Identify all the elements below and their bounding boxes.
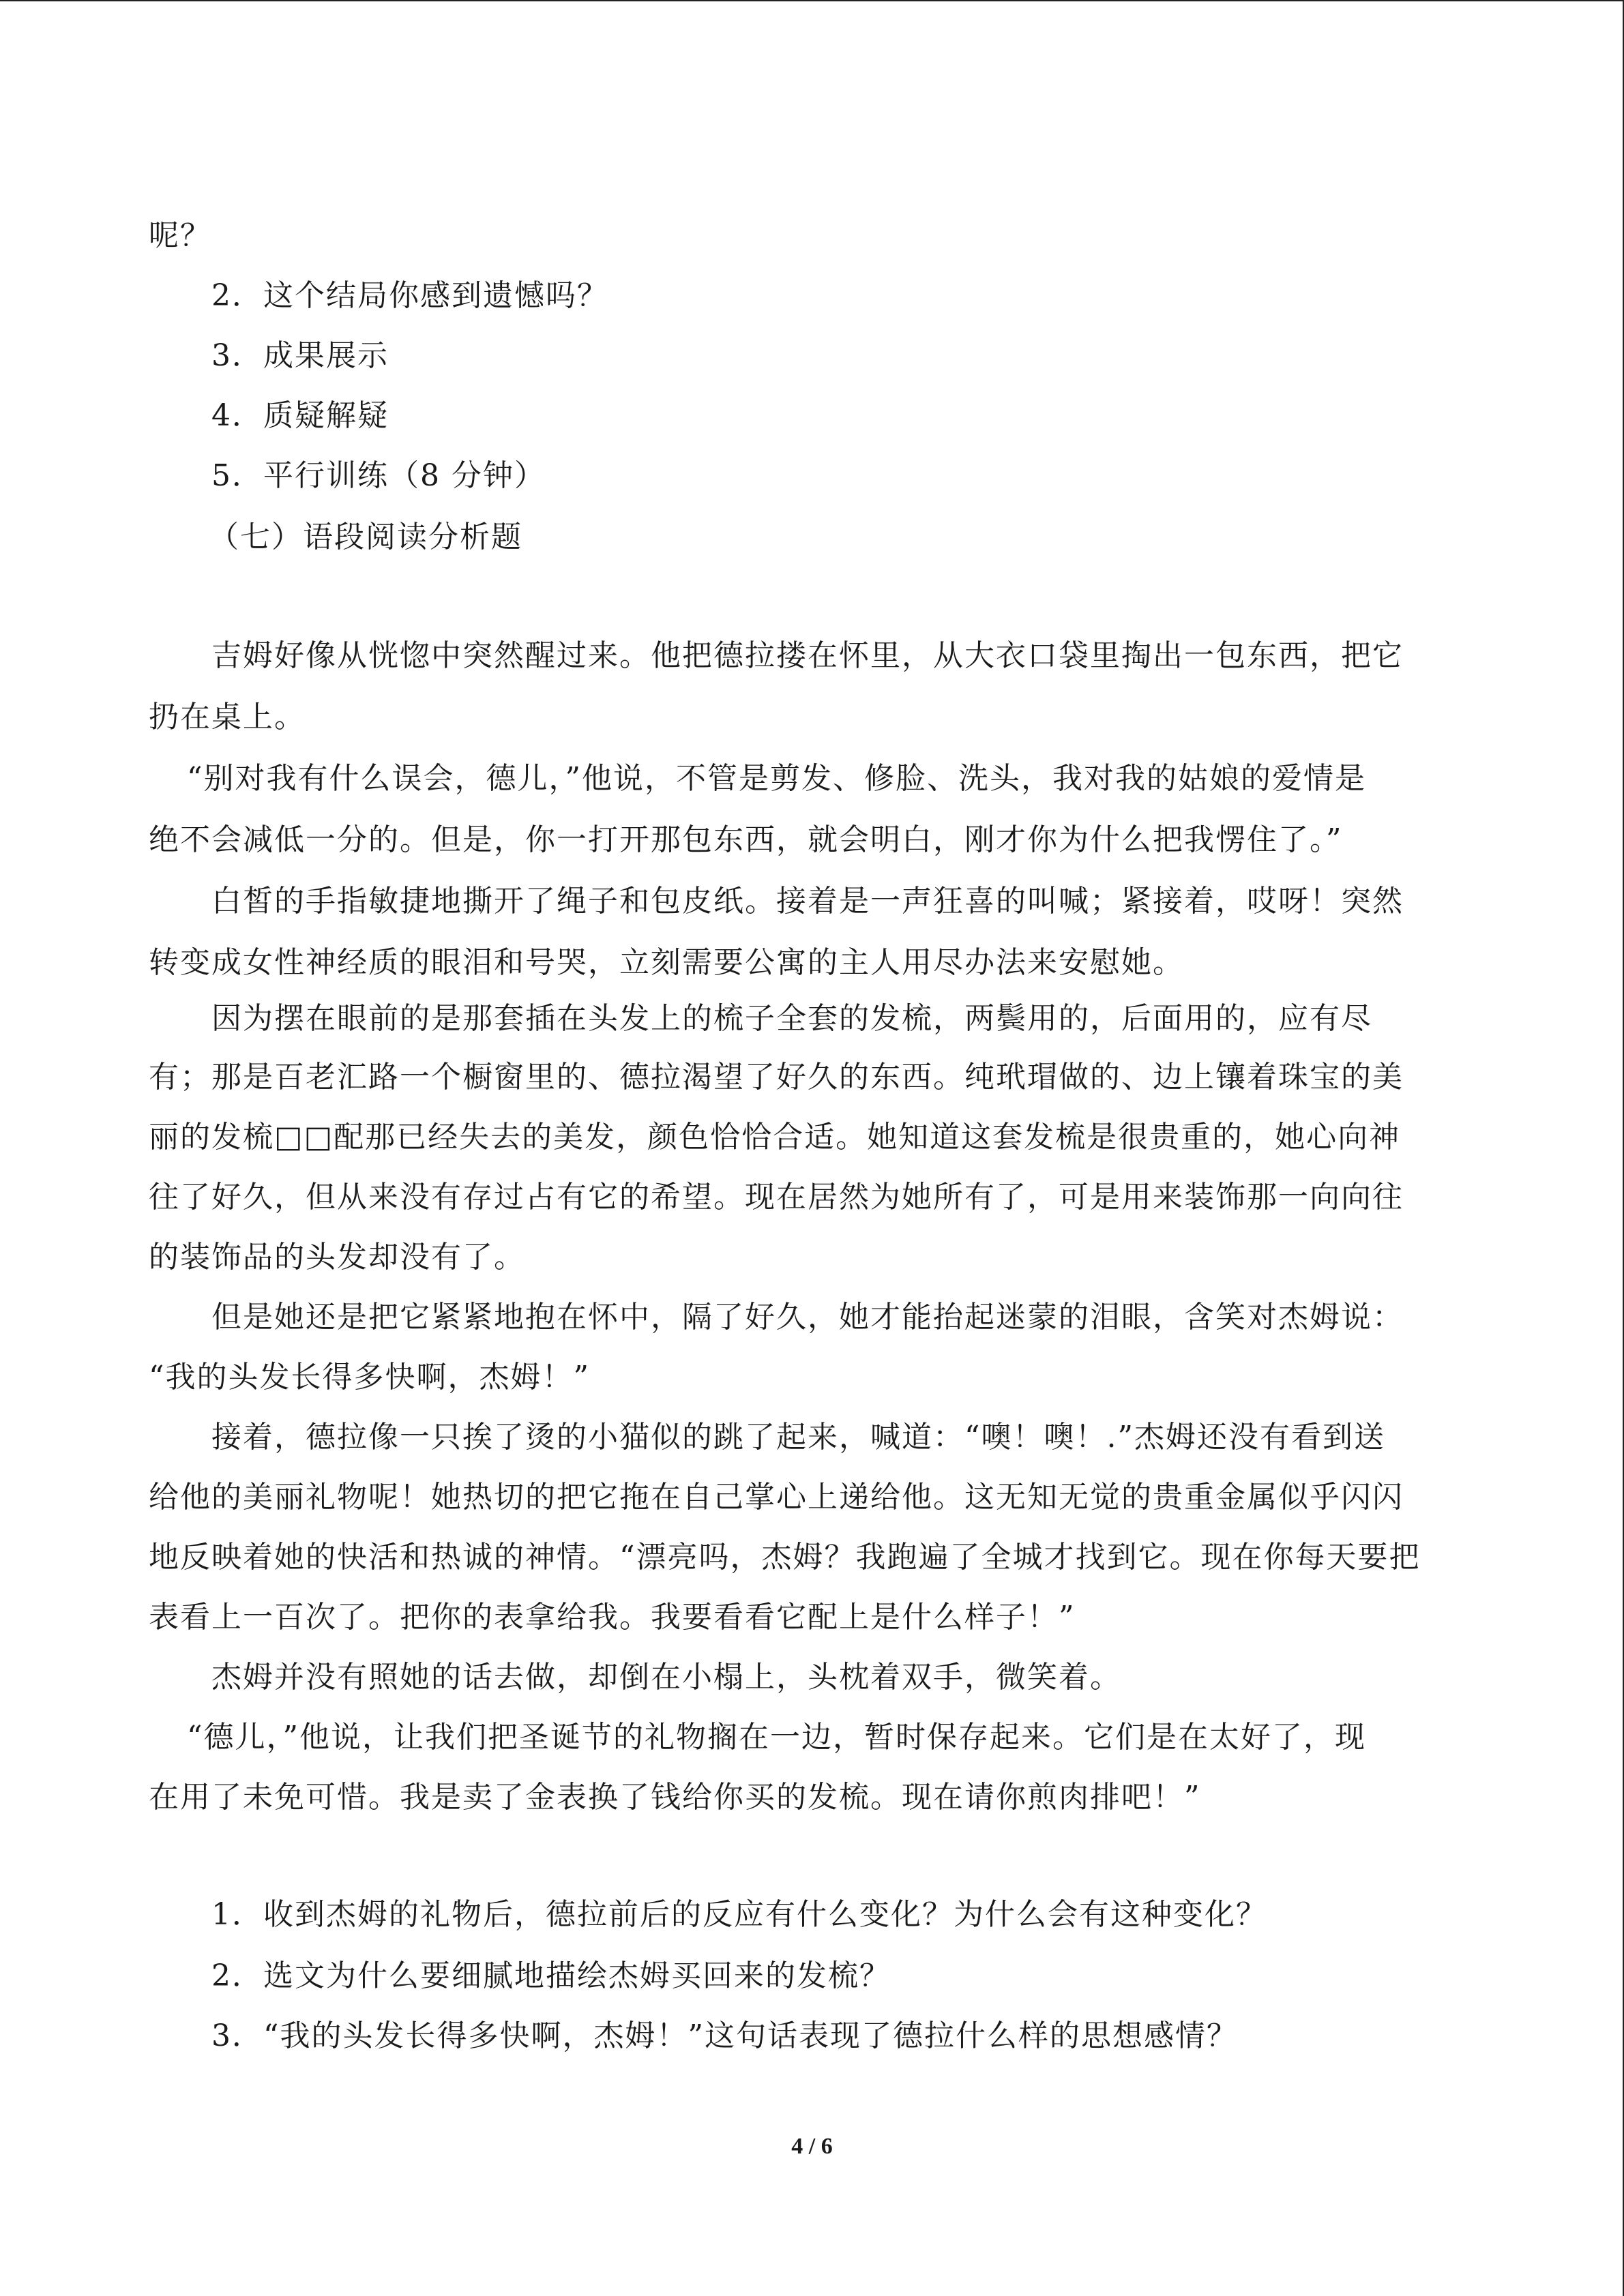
paragraph-line: 扔在桌上。: [149, 700, 306, 734]
paragraph-line: 转变成女性神经质的眼泪和号哭，立刻需要公寓的主人用尽办法来安慰她。: [149, 945, 1184, 980]
paragraph-line: “我的头发长得多快啊，杰姆！”: [149, 1360, 590, 1395]
paragraph-line: 表看上一百次了。把你的表拿给我。我要看看它配上是什么样子！”: [149, 1600, 1076, 1635]
paragraph-line: 白皙的手指敏捷地撕开了绳子和包皮纸。接着是一声狂喜的叫喊；紧接着，哎呀！突然: [211, 884, 1404, 919]
section-heading: （七）语段阅读分析题: [209, 520, 522, 554]
paragraph-line: 丽的发梳□□配那已经失去的美发，颜色恰恰合适。她知道这套发梳是很贵重的，她心向神: [149, 1120, 1401, 1154]
paragraph-line: 但是她还是把它紧紧地抱在怀中，隔了好久，她才能抬起迷蒙的泪眼，含笑对杰姆说：: [211, 1300, 1404, 1335]
paragraph-line: 在用了未免可惜。我是卖了金表换了钱给你买的发梳。现在请你煎肉排吧！”: [149, 1780, 1201, 1815]
text-line: 呢？: [149, 218, 211, 253]
text-line: 5．平行训练（8 分钟）: [211, 458, 546, 493]
paragraph-line: 绝不会减低一分的。但是，你一打开那包东西，就会明白，刚才你为什么把我愣住了。”: [149, 822, 1343, 857]
paragraph-line: 有；那是百老汇路一个橱窗里的、德拉渴望了好久的东西。纯玳瑁做的、边上镶着珠宝的美: [149, 1060, 1404, 1094]
paragraph-line: 吉姆好像从恍惚中突然醒过来。他把德拉搂在怀里，从大衣口袋里掏出一包东西，把它: [211, 638, 1404, 673]
question-item: 2．选文为什么要细腻地描绘杰姆买回来的发梳？: [211, 1958, 891, 1993]
paragraph-line: 给他的美丽礼物呢！她热切的把它拖在自己掌心上递给他。这无知无觉的贵重金属似乎闪闪: [149, 1480, 1404, 1515]
text-line: 3．成果展示: [211, 338, 389, 373]
text-line: 2．这个结局你感到遗憾吗？: [211, 278, 608, 313]
paragraph-line: 地反映着她的快活和热诚的神情。“漂亮吗，杰姆？我跑遍了全城才找到它。现在你每天要把: [149, 1540, 1421, 1575]
paragraph-line: 杰姆并没有照她的话去做，却倒在小榻上，头枕着双手，微笑着。: [211, 1660, 1121, 1695]
paragraph-line: “别对我有什么误会，德儿，”他说，不管是剪发、修脸、洗头，我对我的姑娘的爱情是: [187, 761, 1366, 796]
question-item: 1．收到杰姆的礼物后，德拉前后的反应有什么变化？为什么会有这种变化？: [211, 1897, 1267, 1932]
question-item: 3．“我的头发长得多快啊，杰姆！”这句话表现了德拉什么样的思想感情？: [211, 2018, 1238, 2053]
paragraph-line: 的装饰品的头发却没有了。: [149, 1240, 525, 1274]
paragraph-line: 因为摆在眼前的是那套插在头发上的梳子全套的发梳，两鬓用的，后面用的，应有尽: [211, 1001, 1372, 1036]
paragraph-line: 接着，德拉像一只挨了烫的小猫似的跳了起来，喊道：“噢！噢！.”杰姆还没有看到送: [211, 1420, 1385, 1455]
paragraph-line: 往了好久，但从来没有存过占有它的希望。现在居然为她所有了，可是用来装饰那一向向往: [149, 1180, 1404, 1214]
paragraph-line: “德儿，”他说，让我们把圣诞节的礼物搁在一边，暂时保存起来。它们是在太好了，现: [187, 1720, 1366, 1755]
page-number: 4 / 6: [791, 2134, 833, 2159]
text-line: 4．质疑解疑: [211, 398, 389, 433]
